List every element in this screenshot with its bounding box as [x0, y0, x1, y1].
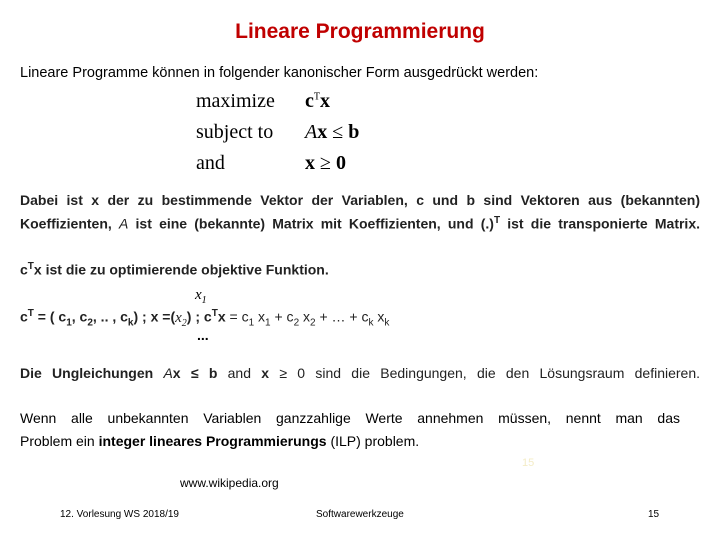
faint-page-mark: 15 [522, 457, 535, 469]
vector-dots: ... [197, 327, 209, 343]
lp-objective-expr: $c^Tx$ [305, 90, 330, 112]
footer-course: Softwarewerkzeuge [316, 509, 404, 520]
vector-x1: $x_1$ [195, 287, 207, 306]
footer-lecture: 12. Vorlesung WS 2018/19 [60, 509, 179, 520]
para-definitions-line1: Dabei ist x der zu bestimmende Vektor der Variablen, c und b sind Vektoren aus (bekannten) [20, 192, 700, 208]
constraints-text: Die Ungleichungen Ax ≤ b and x ≥ 0 sind die Bedingungen, die den Lösungsraum definieren. [20, 365, 700, 381]
ilp-text-line1: Wenn alle unbekannten Variablen ganzzahlige Werte annehmen müssen, nennt man das [20, 410, 680, 426]
vector-definition-line: $c^T$ = ( $c_1$, $c_2$, .. , $c_k$) ; $x =(x_2)$ ; $c^Tx = c_1$ $x_1 + c_2$ $x_2$ + … + $c_k$ $x_k$ [20, 308, 390, 329]
para-definitions-line2: Koeffizienten, A ist eine (bekannte) Matrix mit Koeffizienten, und (.)$^T$ ist die transponierte Matrix. [20, 215, 700, 232]
objective-function-text: $c^Tx$ ist die zu optimierende objektive Funktion. [20, 261, 329, 278]
lp-keyword-subject-to: subject to [196, 121, 274, 143]
lp-keyword-maximize: maximize [196, 90, 275, 112]
ilp-text-line2: Problem ein integer lineares Programmierungs (ILP) problem. [20, 433, 420, 449]
lp-constraint-expr: Ax ≤ b [305, 121, 360, 143]
lp-nonneg-expr: x ≥ 0 [305, 152, 346, 174]
slide-title: Lineare Programmierung [235, 20, 485, 43]
footer-page-number: 15 [648, 509, 660, 520]
intro-text: Lineare Programme können in folgender kanonischer Form ausgedrückt werden: [20, 65, 539, 81]
source-link[interactable]: www.wikipedia.org [180, 476, 279, 490]
lp-keyword-and: and [196, 152, 225, 174]
